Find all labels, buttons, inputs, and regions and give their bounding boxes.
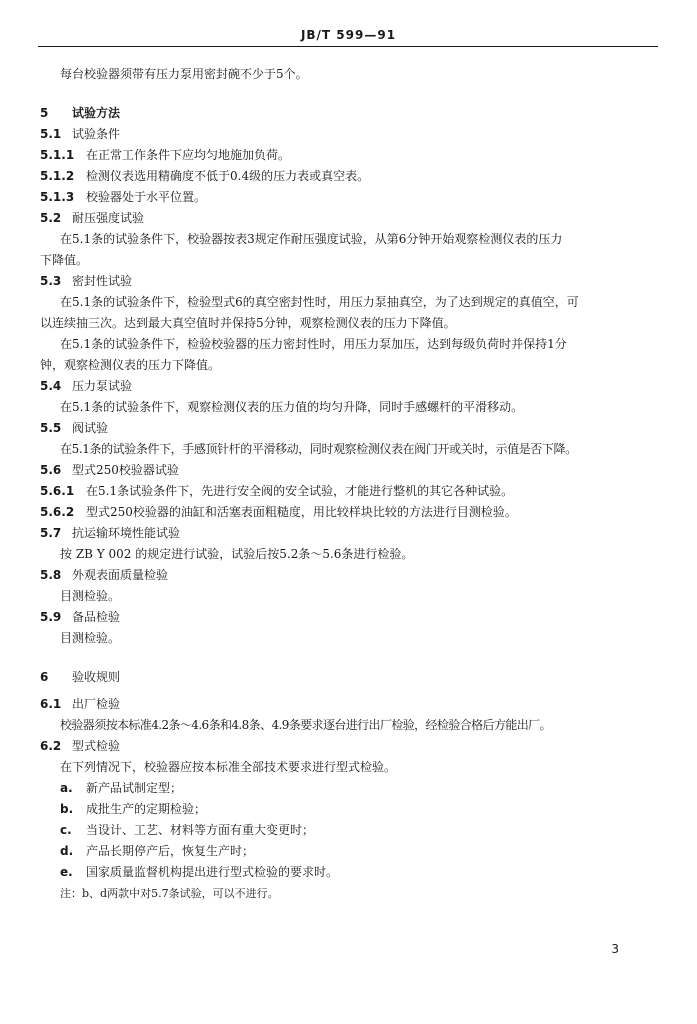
paragraph-line: 钟，观察检测仪表的压力下降值。 [40,358,221,372]
list-item [40,862,660,883]
list-text: 国家质量监督机构提出进行型式检验的要求时。 [86,865,339,879]
clause-5-1-2 [40,166,660,187]
section-title: 抗运输环境性能试验 [72,526,181,540]
section-6-heading [40,667,660,688]
list-text: 新产品试制定型； [86,781,183,795]
section-number: 5.5 [40,421,62,435]
paragraph-line: 在5.1条的试验条件下，检验型式6的真空密封性时，用压力泵抽真空，为了达到规定的真值空，可 [60,295,579,309]
section-6-1-heading [40,694,660,715]
paragraph-line: 目测检验。 [60,631,121,645]
clause-text: 在5.1条试验条件下，先进行安全阀的安全试验，才能进行整机的其它各种试验。 [86,484,514,498]
clause-5-1-1 [40,145,660,166]
list-item [40,799,660,820]
section-5-3-heading [40,271,660,292]
list-text: 当设计、工艺、材料等方面有重大变更时； [86,823,315,837]
paragraph-line: 按 ZB Y 002 的规定进行试验，试验后按5.2条～5.6条进行检验。 [60,547,414,561]
section-number: 5.2 [40,211,62,225]
paragraph-line: 以连续抽三次。达到最大真空值时并保持5分钟，观察检测仪表的压力下降值。 [40,316,456,330]
section-6-2-heading [40,736,660,757]
clause-text: 校验器处于水平位置。 [86,190,207,204]
section-5-heading [40,103,660,124]
clause-number: 5.1.1 [40,148,75,162]
section-5-4-heading [40,376,660,397]
section-5-7-heading [40,523,660,544]
section-number: 6.1 [40,697,62,711]
clause-text: 在正常工作条件下应均匀地施加负荷。 [86,148,291,162]
list-letter: e. [60,865,73,879]
paragraph-line: 下降值。 [40,253,89,267]
section-number: 6.2 [40,739,62,753]
section-title: 验收规则 [72,670,121,684]
section-5-5-heading [40,418,660,439]
clause-text: 检测仪表选用精确度不低于0.4级的压力表或真空表。 [86,169,370,183]
clause-number: 5.1.2 [40,169,75,183]
document-header: JB/T 599—91 [300,28,397,42]
section-title: 外观表面质量检验 [72,568,169,582]
list-item [40,841,660,862]
list-letter: a. [60,781,73,795]
paragraph-line: 在5.1条的试验条件下，观察检测仪表的压力值的均匀升降，同时手感螺杆的平滑移动。 [60,400,524,414]
paragraph-line: 在5.1条的试验条件下，检验校验器的压力密封性时，用压力泵加压，达到每级负荷时并保持1分 [60,337,567,351]
list-text: 产品长期停产后，恢复生产时； [86,844,255,858]
document-body [40,64,660,904]
section-5-1-heading [40,124,660,145]
section-number: 5.1 [40,127,62,141]
intro-text: 每台校验器须带有压力泵用密封碗不少于5个。 [60,67,308,81]
section-number: 5.6 [40,463,62,477]
page-number: 3 [611,942,619,956]
section-number: 6 [40,670,49,684]
section-number: 5.8 [40,568,62,582]
note-text: 注：b、d两款中对5.7条试验，可以不进行。 [60,887,279,900]
list-letter: c. [60,823,72,837]
section-title: 出厂检验 [72,697,121,711]
paragraph-line: 在下列情况下，校验器应按本标准全部技术要求进行型式检验。 [60,760,397,774]
section-title: 密封性试验 [72,274,133,288]
list-item [40,820,660,841]
section-title: 型式检验 [72,739,121,753]
paragraph-line: 目测检验。 [60,589,121,603]
clause-number: 5.6.2 [40,505,75,519]
section-5-2-heading [40,208,660,229]
paragraph-line: 在5.1条的试验条件下，校验器按表3规定作耐压强度试验，从第6分钟开始观察检测仪表的压力 [60,232,563,246]
paragraph-line: 校验器须按本标准4.2条～4.6条和4.8条、4.9条要求逐台进行出厂检验，经检验合格后方能出厂。 [60,718,551,732]
section-5-6-heading [40,460,660,481]
section-number: 5.4 [40,379,62,393]
clause-5-1-3 [40,187,660,208]
section-title: 试验条件 [72,127,121,141]
section-number: 5.3 [40,274,62,288]
section-number: 5.9 [40,610,62,624]
list-letter: d. [60,844,74,858]
clause-5-6-2 [40,502,660,523]
clause-5-6-1 [40,481,660,502]
list-item [40,778,660,799]
list-letter: b. [60,802,74,816]
clause-text: 型式250校验器的油缸和活塞表面粗糙度，用比较样块比较的方法进行目测检验。 [86,505,517,519]
section-5-9-heading [40,607,660,628]
clause-number: 5.6.1 [40,484,75,498]
section-number: 5 [40,106,49,120]
clause-number: 5.1.3 [40,190,75,204]
section-title: 耐压强度试验 [72,211,145,225]
section-title: 型式250校验器试验 [72,463,179,477]
section-title: 阀试验 [72,421,109,435]
section-title: 试验方法 [72,106,121,120]
section-number: 5.7 [40,526,62,540]
section-title: 备品检验 [72,610,121,624]
section-5-8-heading [40,565,660,586]
section-title: 压力泵试验 [72,379,133,393]
header-rule [38,46,658,47]
list-text: 成批生产的定期检验； [86,802,207,816]
paragraph-line: 在5.1条的试验条件下，手感顶针杆的平滑移动，同时观察检测仪表在阀门开或关时，示值是否下降。 [60,442,577,456]
